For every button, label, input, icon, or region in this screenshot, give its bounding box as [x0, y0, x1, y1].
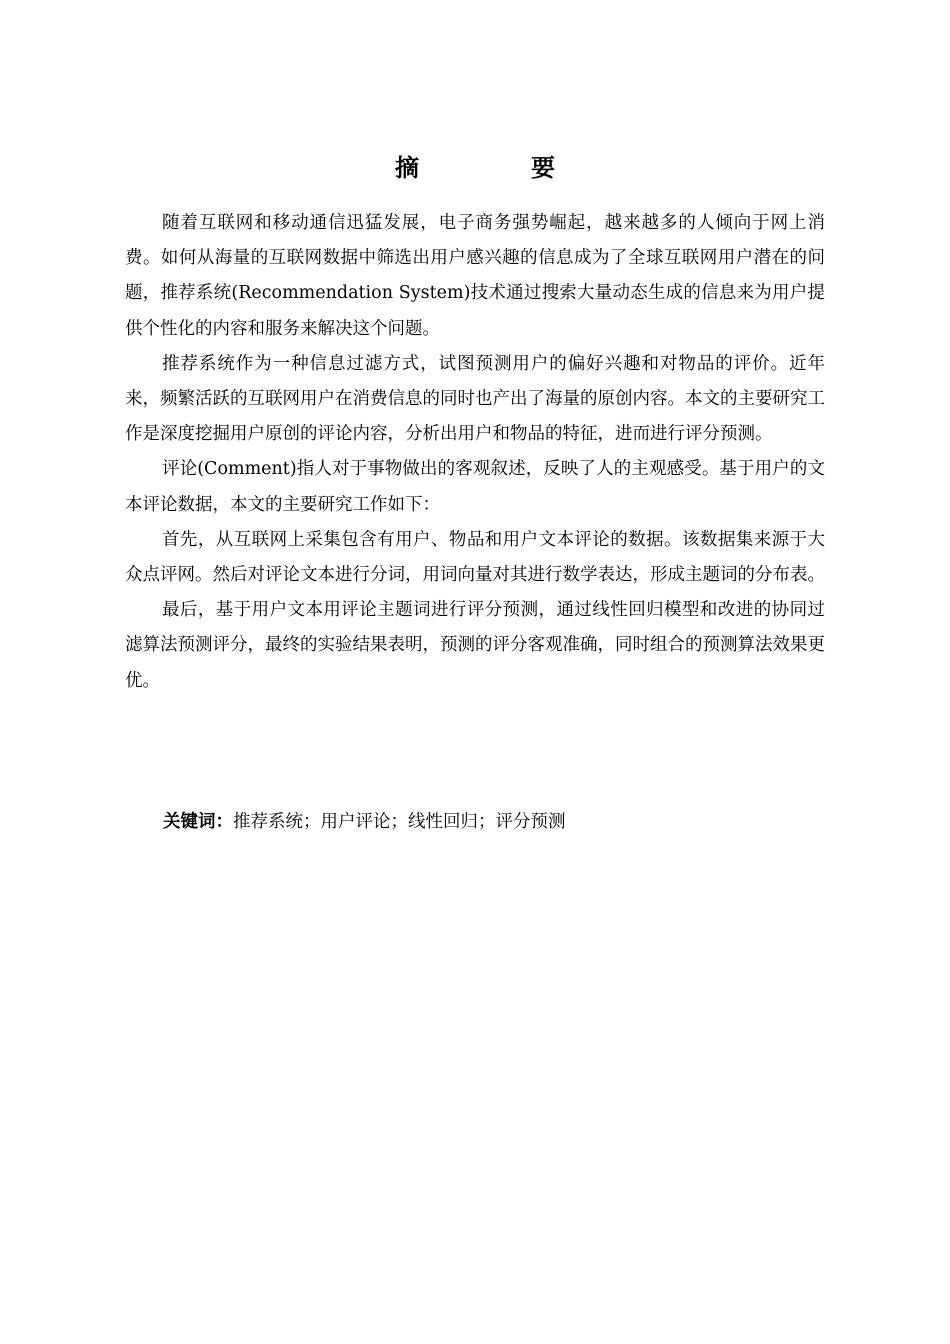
- keywords-label: 关键词：: [163, 812, 233, 832]
- abstract-paragraph: 随着互联网和移动通信迅猛发展，电子商务强势崛起，越来越多的人倾向于网上消费。如何从海量的互联网数据中筛选出用户感兴趣的信息成为了全球互联网用户潜在的问题，推荐系统(Recommendation System)技术通过搜索大量动态生成的信息来为用户提供个性化的内容和服务来解决这个问题。: [125, 213, 825, 339]
- abstract-paragraph: 首先，从互联网上采集包含有用户、物品和用户文本评论的数据。该数据集来源于大众点评网。然后对评论文本进行分词，用词向量对其进行数学表达，形成主题词的分布表。: [125, 529, 825, 586]
- keywords-line: [163, 805, 825, 840]
- abstract-paragraph: 最后，基于用户文本用评论主题词进行评分预测，通过线性回归模型和改进的协同过滤算法预测评分，最终的实验结果表明，预测的评分客观准确，同时组合的预测算法效果更优。: [125, 600, 825, 691]
- abstract-title: 摘 要: [395, 154, 599, 182]
- abstract-paragraph: 推荐系统作为一种信息过滤方式，试图预测用户的偏好兴趣和对物品的评价。近年来，频繁活跃的互联网用户在消费信息的同时也产出了海量的原创内容。本文的主要研究工作是深度挖掘用户原创的评论内容，分析出用户和物品的特征，进而进行评分预测。: [125, 353, 825, 445]
- abstract-body: [125, 206, 825, 699]
- keywords-text: 推荐系统；用户评论；线性回归；评分预测: [233, 812, 566, 832]
- abstract-paragraph: 评论(Comment)指人对于事物做出的客观叙述，反映了人的主观感受。基于用户的文本评论数据，本文的主要研究工作如下：: [125, 459, 825, 515]
